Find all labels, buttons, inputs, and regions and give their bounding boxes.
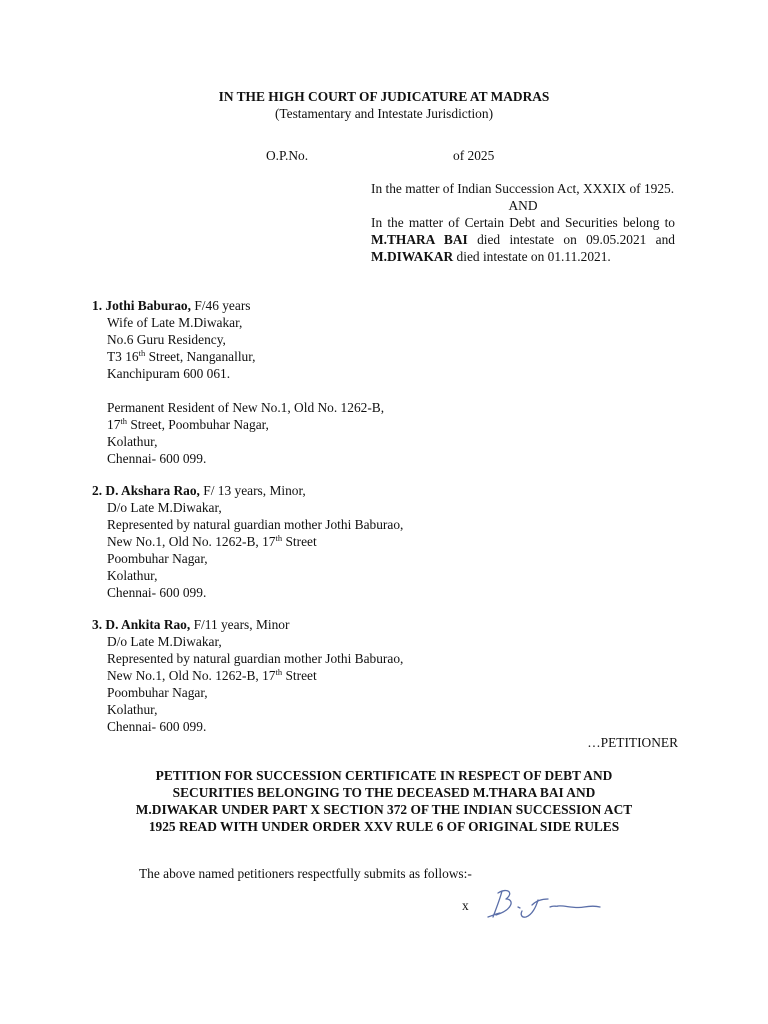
petitioner-detail: F/46 years (190, 298, 251, 313)
signature-mark: x (462, 898, 469, 913)
petitioner-2 (92, 482, 403, 601)
matter-debts-text-3: died intestate on 01.11.2021. (453, 249, 611, 264)
petitioner-1-header (92, 297, 384, 314)
petition-heading-line: SECURITIES BELONGING TO THE DECEASED M.THARA BAI AND (172, 785, 596, 800)
address-line: Poombuhar Nagar, (107, 551, 208, 566)
address-street (92, 348, 384, 365)
matter-act: In the matter of Indian Succession Act, XXXIX of 1925. (371, 181, 675, 196)
street-text: Street (282, 534, 317, 549)
op-number-label: O.P.No. (266, 148, 309, 163)
address-city: Kanchipuram 600 061. (107, 366, 231, 381)
petitioner-role-label: …PETITIONER (587, 735, 678, 750)
petitioner-number: 1. (92, 298, 103, 313)
op-year: of 2025 (453, 148, 495, 163)
street-ordinal: th (275, 667, 283, 677)
street-ordinal: th (275, 533, 283, 543)
address-line: D/o Late M.Diwakar, (107, 634, 222, 649)
address-line: Represented by natural guardian mother Jothi Baburao, (107, 651, 404, 666)
address-line: Kolathur, (107, 702, 158, 717)
petition-heading-line: M.DIWAKAR UNDER PART X SECTION 372 OF THE INDIAN SUCCESSION ACT (135, 802, 633, 817)
handwritten-signature (484, 885, 606, 925)
address-line: Chennai- 600 099. (107, 719, 207, 734)
street-ordinal: th (120, 416, 128, 426)
street-ordinal: th (138, 348, 146, 358)
street-text: New No.1, Old No. 1262-B, 17 (107, 534, 276, 549)
petitioner-3 (92, 616, 403, 735)
permanent-address: Permanent Resident of New No.1, Old No. 1262-B, (107, 400, 385, 415)
permanent-street (92, 416, 384, 433)
petitioner-name: D. Akshara Rao, (105, 483, 200, 498)
petitioner-number: 2. (92, 483, 103, 498)
deceased-name-2: M.DIWAKAR (371, 249, 454, 264)
address-line: Represented by natural guardian mother Jothi Baburao, (107, 517, 404, 532)
deceased-name-1: M.THARA BAI (371, 232, 468, 247)
court-title: IN THE HIGH COURT OF JUDICATURE AT MADRAS (218, 89, 550, 104)
street-text: Street, Poombuhar Nagar, (127, 417, 269, 432)
matter-debts-text-2: died intestate on 09.05.2021 and (467, 232, 675, 247)
petitioner-detail: F/11 years, Minor (190, 617, 290, 632)
street-text: New No.1, Old No. 1262-B, 17 (107, 668, 276, 683)
matter-block (371, 180, 675, 265)
petitioner-3-header (92, 616, 403, 633)
matter-and: AND (508, 198, 538, 213)
address-line: No.6 Guru Residency, (107, 332, 226, 347)
address-line: Wife of Late M.Diwakar, (107, 315, 243, 330)
street-text: Street (282, 668, 317, 683)
street-text: T3 16 (107, 349, 139, 364)
address-line: Poombuhar Nagar, (107, 685, 208, 700)
address-line: Kolathur, (107, 568, 158, 583)
spacer (92, 382, 384, 399)
address-line: Kolathur, (107, 434, 158, 449)
intro-paragraph: The above named petitioners respectfully submits as follows:- (139, 866, 472, 881)
jurisdiction-subtitle: (Testamentary and Intestate Jurisdiction) (274, 106, 494, 121)
petitioner-2-header (92, 482, 403, 499)
petition-heading-line: PETITION FOR SUCCESSION CERTIFICATE IN RESPECT OF DEBT AND (155, 768, 613, 783)
address-line: D/o Late M.Diwakar, (107, 500, 222, 515)
street-text: 17 (107, 417, 121, 432)
petitioner-1 (92, 297, 384, 467)
petitioner-number: 3. (92, 617, 103, 632)
petitioner-name: D. Ankita Rao, (105, 617, 191, 632)
address-street (92, 667, 403, 684)
petition-heading-line: 1925 READ WITH UNDER ORDER XXV RULE 6 OF ORIGINAL SIDE RULES (148, 819, 620, 834)
address-street (92, 533, 403, 550)
petitioner-name: Jothi Baburao, (105, 298, 191, 313)
street-text: Street, Nanganallur, (145, 349, 256, 364)
address-line: Chennai- 600 099. (107, 585, 207, 600)
petitioner-detail: F/ 13 years, Minor, (199, 483, 306, 498)
petition-heading (60, 767, 708, 835)
address-line: Chennai- 600 099. (107, 451, 207, 466)
matter-debts (371, 214, 675, 265)
matter-debts-text-1: In the matter of Certain Debt and Securities belong to (371, 215, 675, 230)
